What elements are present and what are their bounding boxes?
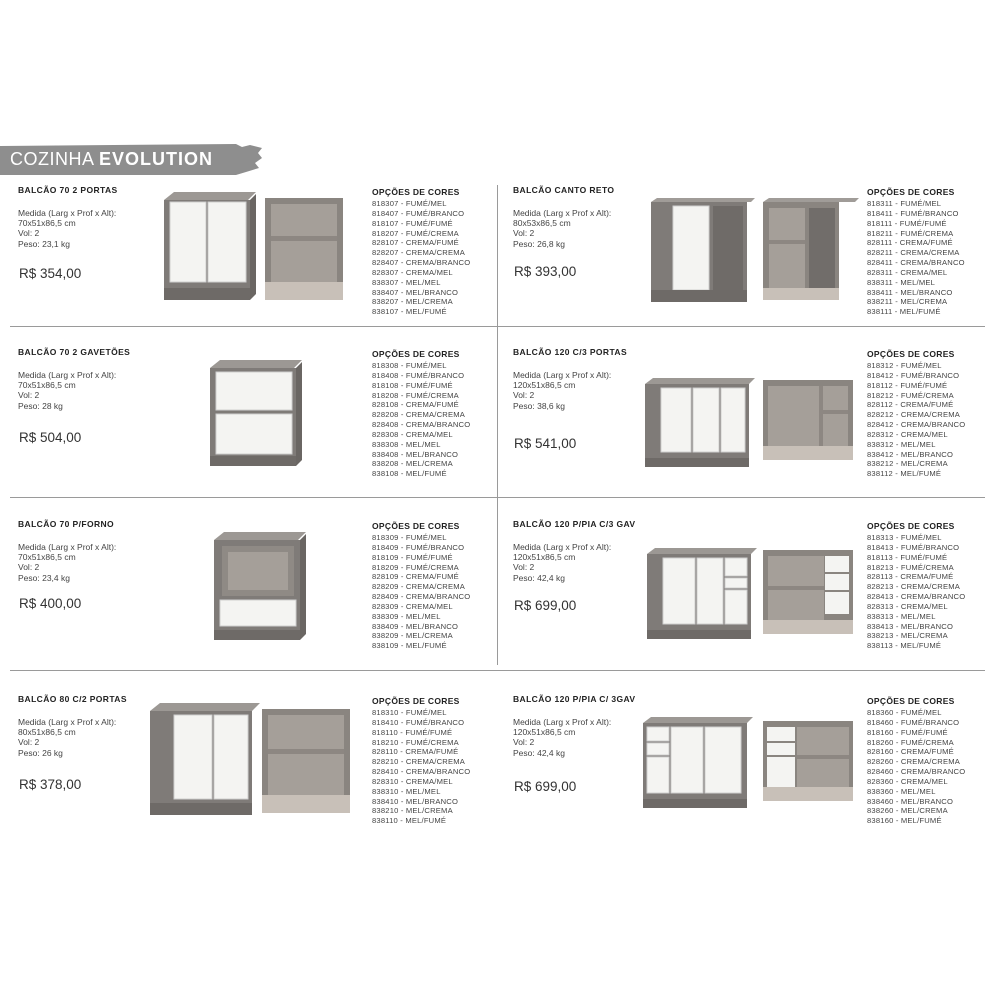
cabinet-drawers-image (206, 360, 302, 468)
color-option: 818211 - FUMÉ/CREMA (867, 228, 954, 238)
color-option: 818412 - FUMÉ/BRANCO (867, 370, 960, 380)
color-option: 838360 - MEL/MEL (867, 786, 936, 796)
color-option: 838111 - MEL/FUMÉ (867, 307, 941, 317)
color-option: 838408 - MEL/BRANCO (372, 449, 459, 459)
spec-line: Peso: 26 kg (18, 747, 63, 758)
color-option: 838311 - MEL/MEL (867, 277, 936, 287)
cabinet-closed-image (160, 190, 256, 302)
spec-line: 80x51x86,5 cm (18, 727, 76, 738)
color-option: 828210 - CREMA/CREMA (372, 757, 466, 767)
color-option: 828412 - CREMA/BRANCO (867, 420, 966, 430)
color-option: 838110 - MEL/FUMÉ (372, 816, 447, 826)
color-option: 838308 - MEL/MEL (372, 439, 441, 449)
sink-cabinet-open-image (763, 550, 855, 638)
spec-line: Vol: 2 (513, 737, 535, 748)
color-option: 828212 - CREMA/CREMA (867, 410, 961, 420)
spec-line: Peso: 23,4 kg (18, 572, 70, 583)
color-option: 838211 - MEL/CREMA (867, 297, 948, 307)
product-specs (18, 370, 116, 411)
color-option: 838309 - MEL/MEL (372, 611, 441, 621)
color-option: 818112 - FUMÉ/FUMÉ (867, 380, 948, 390)
color-option: 838112 - MEL/FUMÉ (867, 469, 942, 479)
product-title: BALCÃO 70 2 GAVETÕES (18, 347, 131, 357)
color-option: 828413 - CREMA/BRANCO (867, 592, 966, 602)
color-option: 838113 - MEL/FUMÉ (867, 641, 942, 651)
color-option: 818313 - FUMÉ/MEL (867, 533, 942, 542)
color-option: 838313 - MEL/MEL (867, 611, 936, 621)
color-option: 838107 - MEL/FUMÉ (372, 307, 447, 317)
color-option: 828308 - CREMA/MEL (372, 429, 453, 439)
sink-cabinet-closed-image (641, 717, 753, 809)
color-option: 818113 - FUMÉ/FUMÉ (867, 552, 948, 562)
color-option: 818260 - FUMÉ/CREMA (867, 737, 954, 747)
spec-line: Vol: 2 (513, 390, 535, 401)
color-option: 828310 - CREMA/MEL (372, 776, 453, 786)
spec-line: Peso: 38,6 kg (513, 400, 565, 411)
spec-line: Vol: 2 (18, 737, 40, 748)
spec-line: Medida (Larg x Prof x Alt): (513, 370, 612, 380)
color-option: 828112 - CREMA/FUMÉ (867, 400, 954, 410)
color-option: 828207 - CREMA/CREMA (372, 248, 466, 258)
product-specs (18, 208, 116, 249)
color-option: 828113 - CREMA/FUMÉ (867, 572, 954, 582)
color-option: 828107 - CREMA/FUMÉ (372, 238, 459, 248)
cabinet-open-image (265, 198, 349, 304)
spec-line: 70x51x86,5 cm (18, 218, 76, 229)
color-option: 838109 - MEL/FUMÉ (372, 641, 447, 651)
color-option: 818207 - FUMÉ/CREMA (372, 228, 459, 238)
page-title: COZINHA EVOLUTION (10, 149, 214, 169)
color-option: 818460 - FUMÉ/BRANCO (867, 717, 960, 727)
color-options-list (372, 361, 470, 479)
oven-cabinet-image (210, 532, 306, 642)
product-card (10, 182, 500, 342)
color-option: 828313 - CREMA/MEL (867, 601, 948, 611)
product-title: BALCÃO 120 P/PIA C/ 3GAV (513, 694, 636, 704)
color-option: 828160 - CREMA/FUMÉ (867, 747, 954, 757)
colors-title: OPÇÕES DE CORES (372, 521, 460, 531)
color-option: 828311 - CREMA/MEL (867, 267, 948, 277)
colors-title: OPÇÕES DE CORES (867, 349, 955, 359)
color-option: 818210 - FUMÉ/CREMA (372, 737, 459, 747)
color-option: 818408 - FUMÉ/BRANCO (372, 370, 465, 380)
product-price: R$ 393,00 (514, 264, 577, 279)
product-specs (18, 717, 116, 758)
color-option: 828460 - CREMA/BRANCO (867, 767, 966, 777)
color-option: 818311 - FUMÉ/MEL (867, 199, 942, 208)
product-price: R$ 400,00 (19, 596, 82, 611)
spec-line: Vol: 2 (18, 562, 40, 573)
spec-line: Vol: 2 (513, 228, 535, 239)
spec-line: Medida (Larg x Prof x Alt): (18, 717, 117, 727)
color-option: 828410 - CREMA/BRANCO (372, 767, 471, 777)
color-option: 838411 - MEL/BRANCO (867, 287, 953, 297)
product-title: BALCÃO 120 C/3 PORTAS (513, 347, 628, 357)
color-option: 818310 - FUMÉ/MEL (372, 708, 447, 717)
color-option: 818110 - FUMÉ/FUMÉ (372, 727, 453, 737)
colors-title: OPÇÕES DE CORES (372, 187, 460, 197)
spec-line: Medida (Larg x Prof x Alt): (18, 208, 117, 218)
colors-title: OPÇÕES DE CORES (372, 696, 460, 706)
colors-title: OPÇÕES DE CORES (867, 696, 955, 706)
product-title: BALCÃO 80 C/2 PORTAS (18, 694, 127, 704)
product-specs (513, 208, 611, 249)
color-option: 828209 - CREMA/CREMA (372, 582, 466, 592)
color-option: 818111 - FUMÉ/FUMÉ (867, 218, 947, 228)
colors-title: OPÇÕES DE CORES (372, 349, 460, 359)
color-option: 818108 - FUMÉ/FUMÉ (372, 380, 453, 390)
color-option: 838208 - MEL/CREMA (372, 459, 453, 469)
color-option: 828312 - CREMA/MEL (867, 429, 948, 439)
color-option: 838209 - MEL/CREMA (372, 631, 453, 641)
color-option: 828408 - CREMA/BRANCO (372, 420, 471, 430)
cabinet-open-image (262, 709, 354, 817)
color-option: 828110 - CREMA/FUMÉ (372, 747, 459, 757)
color-option: 828213 - CREMA/CREMA (867, 582, 961, 592)
color-option: 838410 - MEL/BRANCO (372, 796, 459, 806)
color-option: 818308 - FUMÉ/MEL (372, 361, 447, 370)
color-option: 818411 - FUMÉ/BRANCO (867, 208, 959, 218)
wide-cabinet-open-image (763, 380, 855, 464)
color-options-list (867, 708, 965, 826)
color-option: 828108 - CREMA/FUMÉ (372, 400, 459, 410)
corner-cabinet-closed-image (651, 198, 755, 304)
color-option: 838213 - MEL/CREMA (867, 631, 948, 641)
color-option: 838212 - MEL/CREMA (867, 459, 948, 469)
color-option: 818309 - FUMÉ/MEL (372, 533, 447, 542)
color-option: 828360 - CREMA/MEL (867, 776, 948, 786)
sink-cabinet-closed-image (645, 548, 757, 640)
spec-line: 80x53x86,5 cm (513, 218, 571, 229)
color-option: 828208 - CREMA/CREMA (372, 410, 466, 420)
color-option: 818409 - FUMÉ/BRANCO (372, 542, 465, 552)
color-option: 838207 - MEL/CREMA (372, 297, 453, 307)
product-specs (513, 717, 611, 758)
spec-line: Peso: 23,1 kg (18, 238, 70, 249)
color-option: 838312 - MEL/MEL (867, 439, 936, 449)
color-option: 818413 - FUMÉ/BRANCO (867, 542, 960, 552)
color-option: 828111 - CREMA/FUMÉ (867, 238, 953, 248)
color-option: 818213 - FUMÉ/CREMA (867, 562, 954, 572)
color-options-list (867, 533, 965, 651)
spec-line: 120x51x86,5 cm (513, 727, 576, 738)
spec-line: Peso: 42,4 kg (513, 747, 565, 758)
color-options-list (867, 361, 965, 479)
spec-line: 120x51x86,5 cm (513, 552, 576, 563)
spec-line: Medida (Larg x Prof x Alt): (18, 370, 117, 380)
product-title: BALCÃO CANTO RETO (513, 185, 615, 195)
color-option: 818160 - FUMÉ/FUMÉ (867, 727, 948, 737)
color-option: 818407 - FUMÉ/BRANCO (372, 208, 465, 218)
color-options-list (372, 199, 470, 317)
color-option: 818209 - FUMÉ/CREMA (372, 562, 459, 572)
color-option: 828407 - CREMA/BRANCO (372, 258, 471, 268)
color-option: 838307 - MEL/MEL (372, 277, 441, 287)
color-option: 838310 - MEL/MEL (372, 786, 441, 796)
color-option: 818312 - FUMÉ/MEL (867, 361, 942, 370)
color-option: 838108 - MEL/FUMÉ (372, 469, 447, 479)
section-banner (0, 144, 262, 175)
product-title: BALCÃO 70 P/FORNO (18, 519, 115, 529)
color-options-list (372, 708, 470, 826)
color-option: 828260 - CREMA/CREMA (867, 757, 961, 767)
color-option: 828109 - CREMA/FUMÉ (372, 572, 459, 582)
product-card (10, 691, 500, 851)
product-price: R$ 354,00 (19, 266, 82, 281)
product-specs (513, 370, 611, 411)
color-option: 818360 - FUMÉ/MEL (867, 708, 942, 717)
sink-cabinet-open-image (763, 721, 855, 805)
color-option: 838409 - MEL/BRANCO (372, 621, 459, 631)
wide-cabinet-closed-image (643, 378, 755, 468)
color-option: 818208 - FUMÉ/CREMA (372, 390, 459, 400)
color-option: 828409 - CREMA/BRANCO (372, 592, 471, 602)
color-option: 838210 - MEL/CREMA (372, 806, 453, 816)
color-option: 838160 - MEL/FUMÉ (867, 816, 942, 826)
color-option: 818410 - FUMÉ/BRANCO (372, 717, 465, 727)
product-card (505, 344, 995, 504)
product-price: R$ 541,00 (514, 436, 577, 451)
product-title: BALCÃO 70 2 PORTAS (18, 185, 118, 195)
product-price: R$ 378,00 (19, 777, 82, 792)
product-title: BALCÃO 120 P/PIA C/3 GAV (513, 519, 636, 529)
corner-cabinet-open-image (763, 198, 859, 304)
color-option: 828411 - CREMA/BRANCO (867, 258, 965, 268)
spec-line: Vol: 2 (18, 390, 40, 401)
color-option: 818212 - FUMÉ/CREMA (867, 390, 954, 400)
color-option: 818307 - FUMÉ/MEL (372, 199, 447, 208)
spec-line: Medida (Larg x Prof x Alt): (513, 717, 612, 727)
color-option: 818109 - FUMÉ/FUMÉ (372, 552, 453, 562)
product-specs (513, 542, 611, 583)
spec-line: 70x51x86,5 cm (18, 380, 76, 391)
spec-line: Vol: 2 (513, 562, 535, 573)
color-option: 828307 - CREMA/MEL (372, 267, 453, 277)
product-card (505, 516, 995, 676)
product-price: R$ 504,00 (19, 430, 82, 445)
spec-line: 120x51x86,5 cm (513, 380, 576, 391)
color-option: 818107 - FUMÉ/FUMÉ (372, 218, 453, 228)
color-option: 838413 - MEL/BRANCO (867, 621, 954, 631)
colors-title: OPÇÕES DE CORES (867, 521, 955, 531)
spec-line: Vol: 2 (18, 228, 40, 239)
spec-line: Peso: 42,4 kg (513, 572, 565, 583)
color-option: 828211 - CREMA/CREMA (867, 248, 960, 258)
product-card (505, 182, 995, 342)
cabinet-closed-image (148, 703, 260, 817)
spec-line: Peso: 26,8 kg (513, 238, 565, 249)
color-options-list (372, 533, 470, 651)
color-option: 828309 - CREMA/MEL (372, 601, 453, 611)
spec-line: 70x51x86,5 cm (18, 552, 76, 563)
spec-line: Peso: 28 kg (18, 400, 63, 411)
product-price: R$ 699,00 (514, 779, 577, 794)
product-specs (18, 542, 116, 583)
product-card (505, 691, 995, 851)
colors-title: OPÇÕES DE CORES (867, 187, 955, 197)
color-option: 838460 - MEL/BRANCO (867, 796, 954, 806)
color-options-list (867, 199, 965, 317)
color-option: 838260 - MEL/CREMA (867, 806, 948, 816)
spec-line: Medida (Larg x Prof x Alt): (513, 542, 612, 552)
color-option: 838407 - MEL/BRANCO (372, 287, 459, 297)
product-card (10, 344, 500, 504)
spec-line: Medida (Larg x Prof x Alt): (18, 542, 117, 552)
product-card (10, 516, 500, 676)
product-price: R$ 699,00 (514, 598, 577, 613)
spec-line: Medida (Larg x Prof x Alt): (513, 208, 612, 218)
color-option: 838412 - MEL/BRANCO (867, 449, 954, 459)
